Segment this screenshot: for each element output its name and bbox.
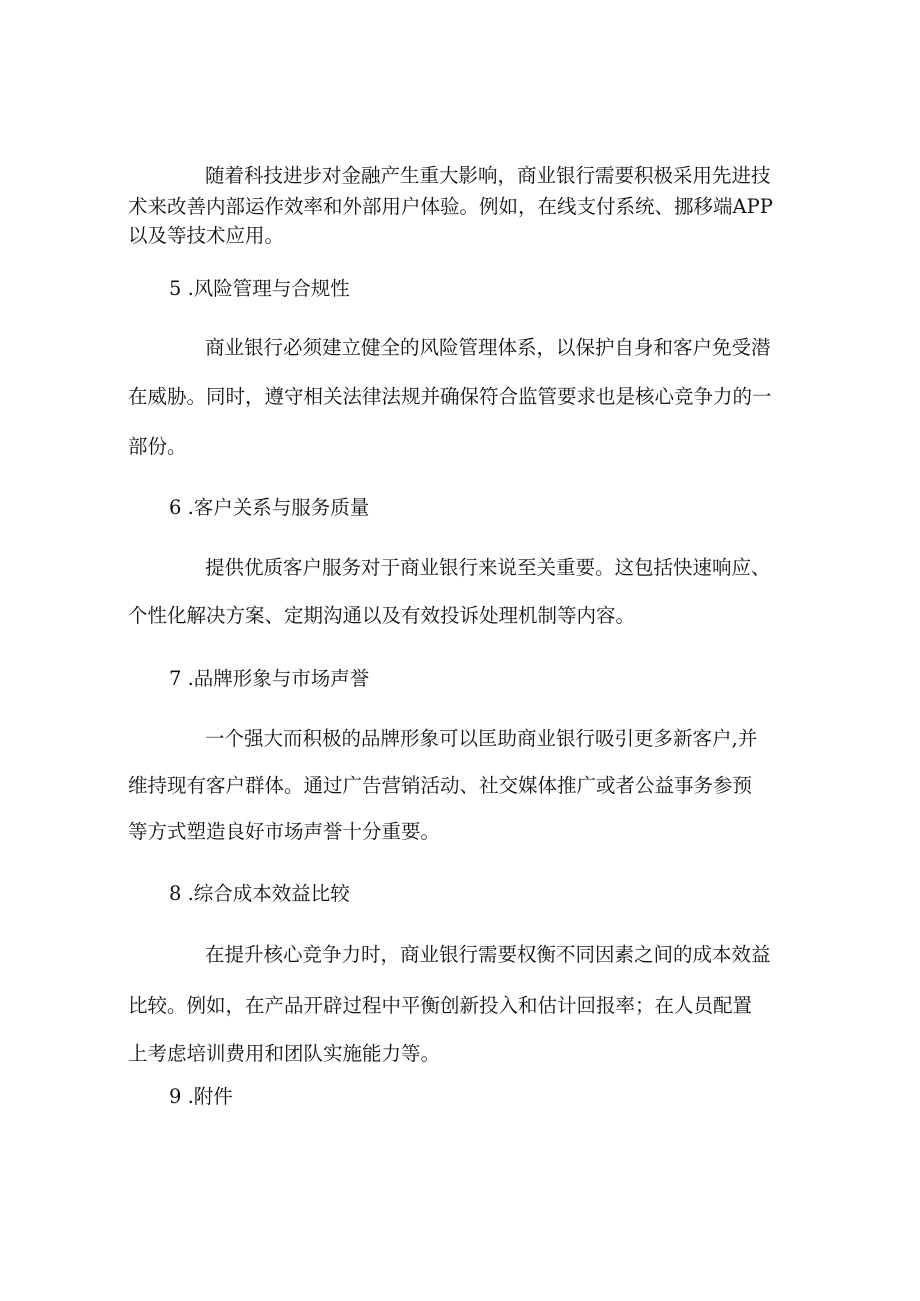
- paragraph-line: 在提升核心竞争力时，商业银行需要权衡不同因素之间的成本效益: [205, 943, 771, 966]
- paragraph-line: 个性化解决方案、定期沟通以及有效投诉处理机制等内容。: [128, 604, 636, 627]
- paragraph-line: 部份。: [128, 435, 187, 458]
- section-heading: 5 .风险管理与合规性: [169, 277, 350, 300]
- paragraph-line: 上考虑培训费用和团队实施能力等。: [128, 1042, 441, 1065]
- paragraph-line: 比较。例如，在产品开辟过程中平衡创新投入和估计回报率；在人员配置: [128, 994, 753, 1017]
- paragraph-line: 一个强大而积极的品牌形象可以匡助商业银行吸引更多新客户,并: [205, 727, 758, 750]
- paragraph-line: 商业银行必须建立健全的风险管理体系，以保护自身和客户免受潜: [205, 336, 771, 359]
- paragraph-line: 等方式塑造良好市场声誉十分重要。: [128, 820, 441, 843]
- paragraph-line: 在威胁。同时，遵守相关法律法规并确保符合监管要求也是核心竞争力的一: [128, 385, 772, 408]
- section-heading: 9 .附件: [169, 1085, 233, 1108]
- paragraph-line: 随着科技进步对金融产生重大影响，商业银行需要积极采用先进技: [205, 164, 771, 187]
- paragraph-line: 提供优质客户服务对于商业银行来说至关重要。这包括快速响应、: [205, 556, 771, 579]
- section-heading: 7 .品牌形象与市场声誉: [169, 667, 370, 690]
- paragraph-line: 维持现有客户群体。通过广告营销活动、社交媒体推广或者公益事务参预: [128, 774, 753, 797]
- section-heading: 8 .综合成本效益比较: [169, 882, 350, 905]
- section-heading: 6 .客户关系与服务质量: [169, 496, 370, 519]
- paragraph-line: 术来改善内部运作效率和外部用户体验。例如，在线支付系统、挪移端APP: [128, 195, 773, 218]
- paragraph-line: 以及等技术应用。: [128, 224, 285, 247]
